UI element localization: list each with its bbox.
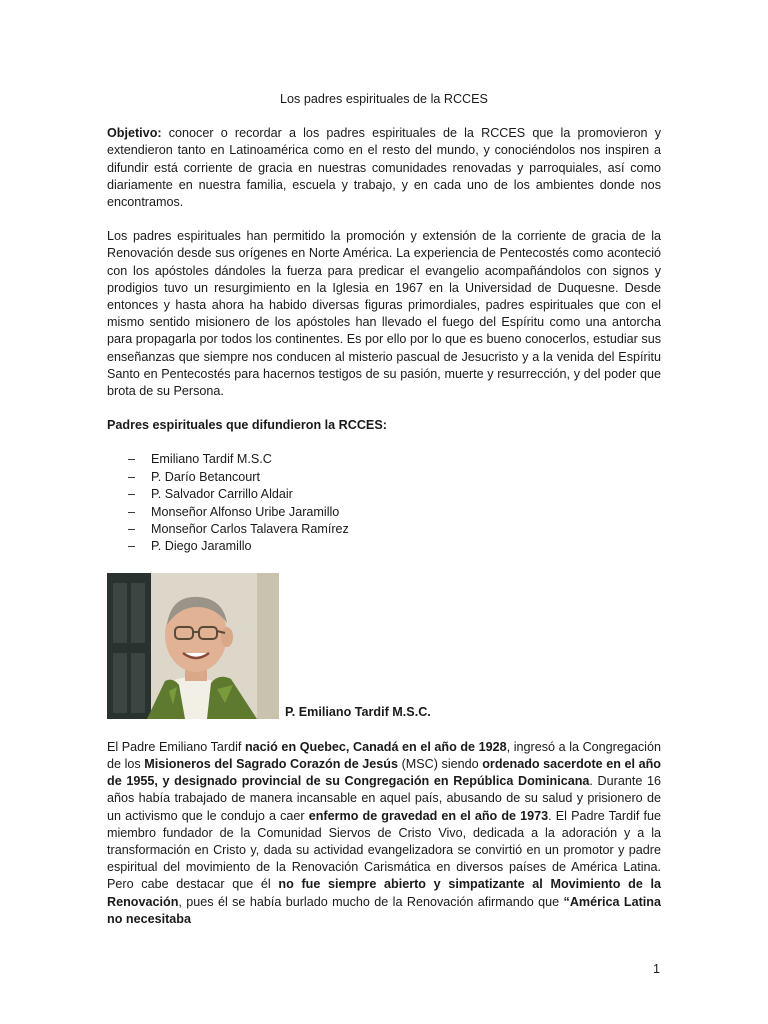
list-item: – P. Diego Jaramillo	[128, 539, 252, 554]
objective-label: Objetivo:	[107, 126, 162, 141]
portrait-illustration	[107, 573, 279, 719]
objective-paragraph	[107, 125, 661, 211]
list-item: – Emiliano Tardif M.S.C	[128, 452, 272, 467]
list-item: – Monseñor Alfonso Uribe Jaramillo	[128, 504, 340, 519]
fathers-list-heading: Padres espirituales que difundieron la RCCES:	[107, 418, 387, 433]
page-number: 1	[653, 962, 661, 976]
photo-row	[107, 573, 661, 719]
photo-caption: P. Emiliano Tardif M.S.C.	[285, 704, 431, 719]
fathers-list	[107, 451, 661, 555]
intro-paragraph: Los padres espirituales han permitido la promoción y extensión de la corriente de gracia de la Renovación desde sus orígenes en Norte América. La experiencia de Pentecostés como aconteció con los apóstoles dándoles la fuerza para predicar el evangelio acompañándolos con signos y prodigios tuvo un resurgimiento en la Iglesia en 1967 en la Universidad de Duquesne. Desde entonces y hasta ahora ha habido diversas figuras primordiales, padres espirituales que con el mismo sentido misionero de los apóstoles han llevado el fuego del Espíritu como una antorcha para propagarla por todos los continentes. Es por ello por lo que es bueno conocerlos, estudiar sus enseñanzas que siempre nos conducen al misterio pascual de Jesucristo y a la venida del Espíritu Santo en Pentecostés para hacernos testigos de su pasión, muerte y resurrección, y del poder que brota de su Persona.	[107, 229, 661, 399]
list-item: – P. Salvador Carrillo Aldair	[128, 487, 293, 502]
list-item: – Monseñor Carlos Talavera Ramírez	[128, 522, 349, 537]
portrait-photo	[107, 573, 279, 719]
document-page	[107, 91, 661, 945]
list-item: – P. Darío Betancourt	[128, 469, 260, 484]
objective-text: conocer o recordar a los padres espirituales de la RCCES que la promovieron y extendieron tanto en Latinoamérica como en el resto del mundo, y conociéndolos nos inspiren a difundir está corriente de gracia en nuestras comunidades renovadas y parroquiales, así como diariamente en nuestra familia, escuela y trabajo, y en cada uno de los ambientes donde nos encontramos.	[107, 126, 661, 210]
document-title: Los padres espirituales de la RCCES	[280, 92, 488, 106]
bio-paragraph: El Padre Emiliano Tardif nació en Quebec, Canadá en el año de 1928, ingresó a la Congregación de los Misioneros del Sagrado Corazón de Jesús (MSC) siendo ordenado sacerdote en el año de 1955, y designado provincial de su Congregación en República Dominicana. Durante 16 años había trabajado de manera incansable en aquel país, abusando de su salud y prisionero de un activismo que le condujo a caer enfermo de gravedad en el año de 1973. El Padre Tardif fue miembro fundador de la Comunidad Siervos de Cristo Vivo, dedicada a la adoración y a la transformación en Cristo y, dada su actividad evangelizadora se convirtió en un promotor y padre espiritual del movimiento de la Renovación Carismática en diversos países de América Latina. Pero cabe destacar que él no fue siempre abierto y simpatizante al Movimiento de la Renovación, pues él se había burlado mucho de la Renovación afirmando que “América Latina no necesitaba	[107, 739, 661, 926]
